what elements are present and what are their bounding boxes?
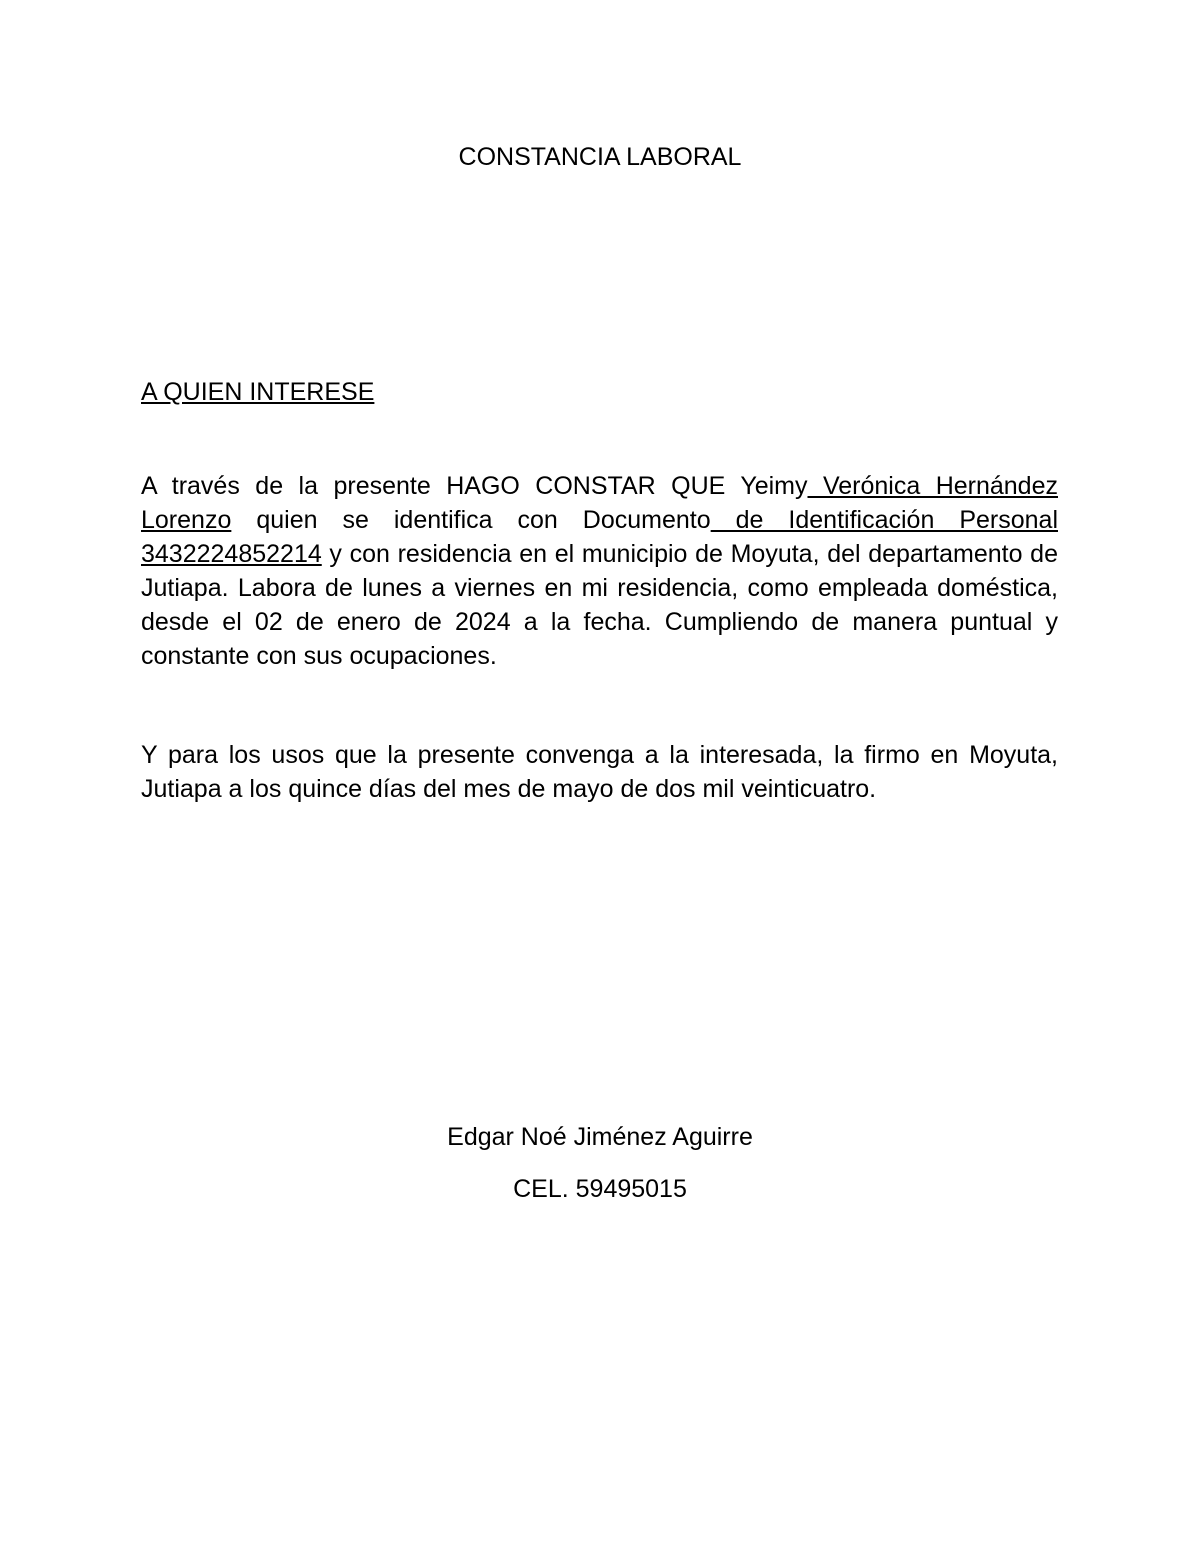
signer-phone: CEL. 59495015 xyxy=(513,1175,687,1203)
document-title: CONSTANCIA LABORAL xyxy=(458,143,742,171)
paragraph-1-intro: A través de la presente HAGO CONSTAR QUE Yeimy xyxy=(141,472,808,500)
salutation: A QUIEN INTERESE xyxy=(141,378,375,406)
employee-name: Verónica Hernández Lorenzo xyxy=(141,472,1058,534)
body-paragraph-2: Y para los usos que la presente convenga a la interesada, la firmo en Moyuta, Jutiapa a los quince días del mes de mayo de dos mil veinticuatro. xyxy=(141,741,1058,803)
body-paragraph-1 xyxy=(141,469,1058,673)
identification-document: de Identificación Personal 3432224852214 xyxy=(141,506,1058,568)
paragraph-1-middle: quien se identifica con Documento xyxy=(231,506,711,534)
signer-name: Edgar Noé Jiménez Aguirre xyxy=(447,1123,753,1151)
paragraph-1-rest: y con residencia en el municipio de Moyuta, del departamento de Jutiapa. Labora de lunes a viernes en mi residencia, como empleada doméstica, desde el 02 de enero de 2024 a la fecha. Cumpliendo de manera puntual y constante con sus ocupaciones. xyxy=(141,540,1058,670)
